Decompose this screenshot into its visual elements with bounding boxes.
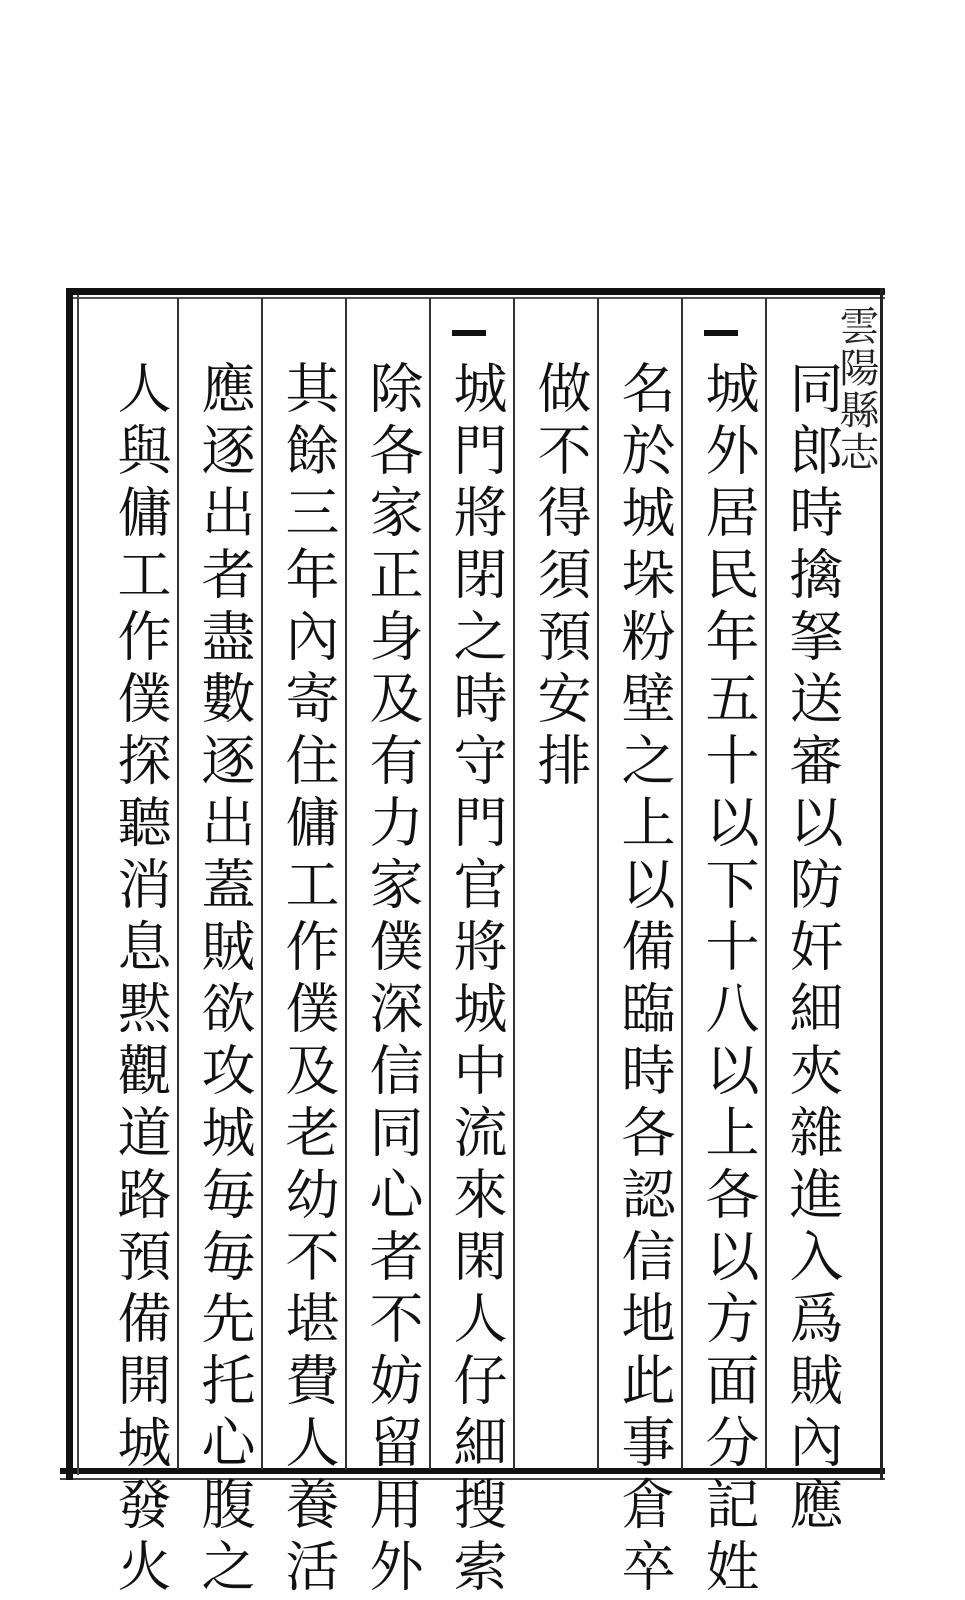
frame-top-border xyxy=(70,288,885,295)
entry-marker xyxy=(704,330,738,336)
text-column-2: 城外居民年五十以下十八以上各以方面分記姓 xyxy=(697,360,760,1600)
text-column-7: 其餘三年內寄住傭工作僕及老幼不堪費人養活 xyxy=(277,360,340,1600)
frame-left-inner-border xyxy=(77,295,79,1475)
gutter-title: 雲陽縣志 xyxy=(833,305,879,473)
frame-left-border xyxy=(66,288,73,1480)
text-column-9: 人與傭工作僕探聽消息黙觀道路預備開城發火 xyxy=(109,360,172,1600)
text-column-5: 城門將閉之時守門官將城中流來閑人仔細搜索 xyxy=(445,360,508,1600)
text-column-3: 名於城垛粉壁之上以備臨時各認信地此事倉卒 xyxy=(613,360,676,1600)
text-column-8: 應逐出者盡數逐出蓋賊欲攻城毎毎先托心腹之 xyxy=(193,360,256,1600)
frame-top-inner-border xyxy=(70,297,885,299)
text-column-6: 除各家正身及有力家僕深信同心者不妨留用外 xyxy=(361,360,424,1600)
text-column-1: 同郎時擒拏送審以防奸細夾雜進入爲賊內應 xyxy=(781,360,844,1538)
text-column-4: 做不得須預安排 xyxy=(529,360,592,794)
entry-marker xyxy=(452,330,486,336)
frame-right-border xyxy=(880,288,883,1480)
